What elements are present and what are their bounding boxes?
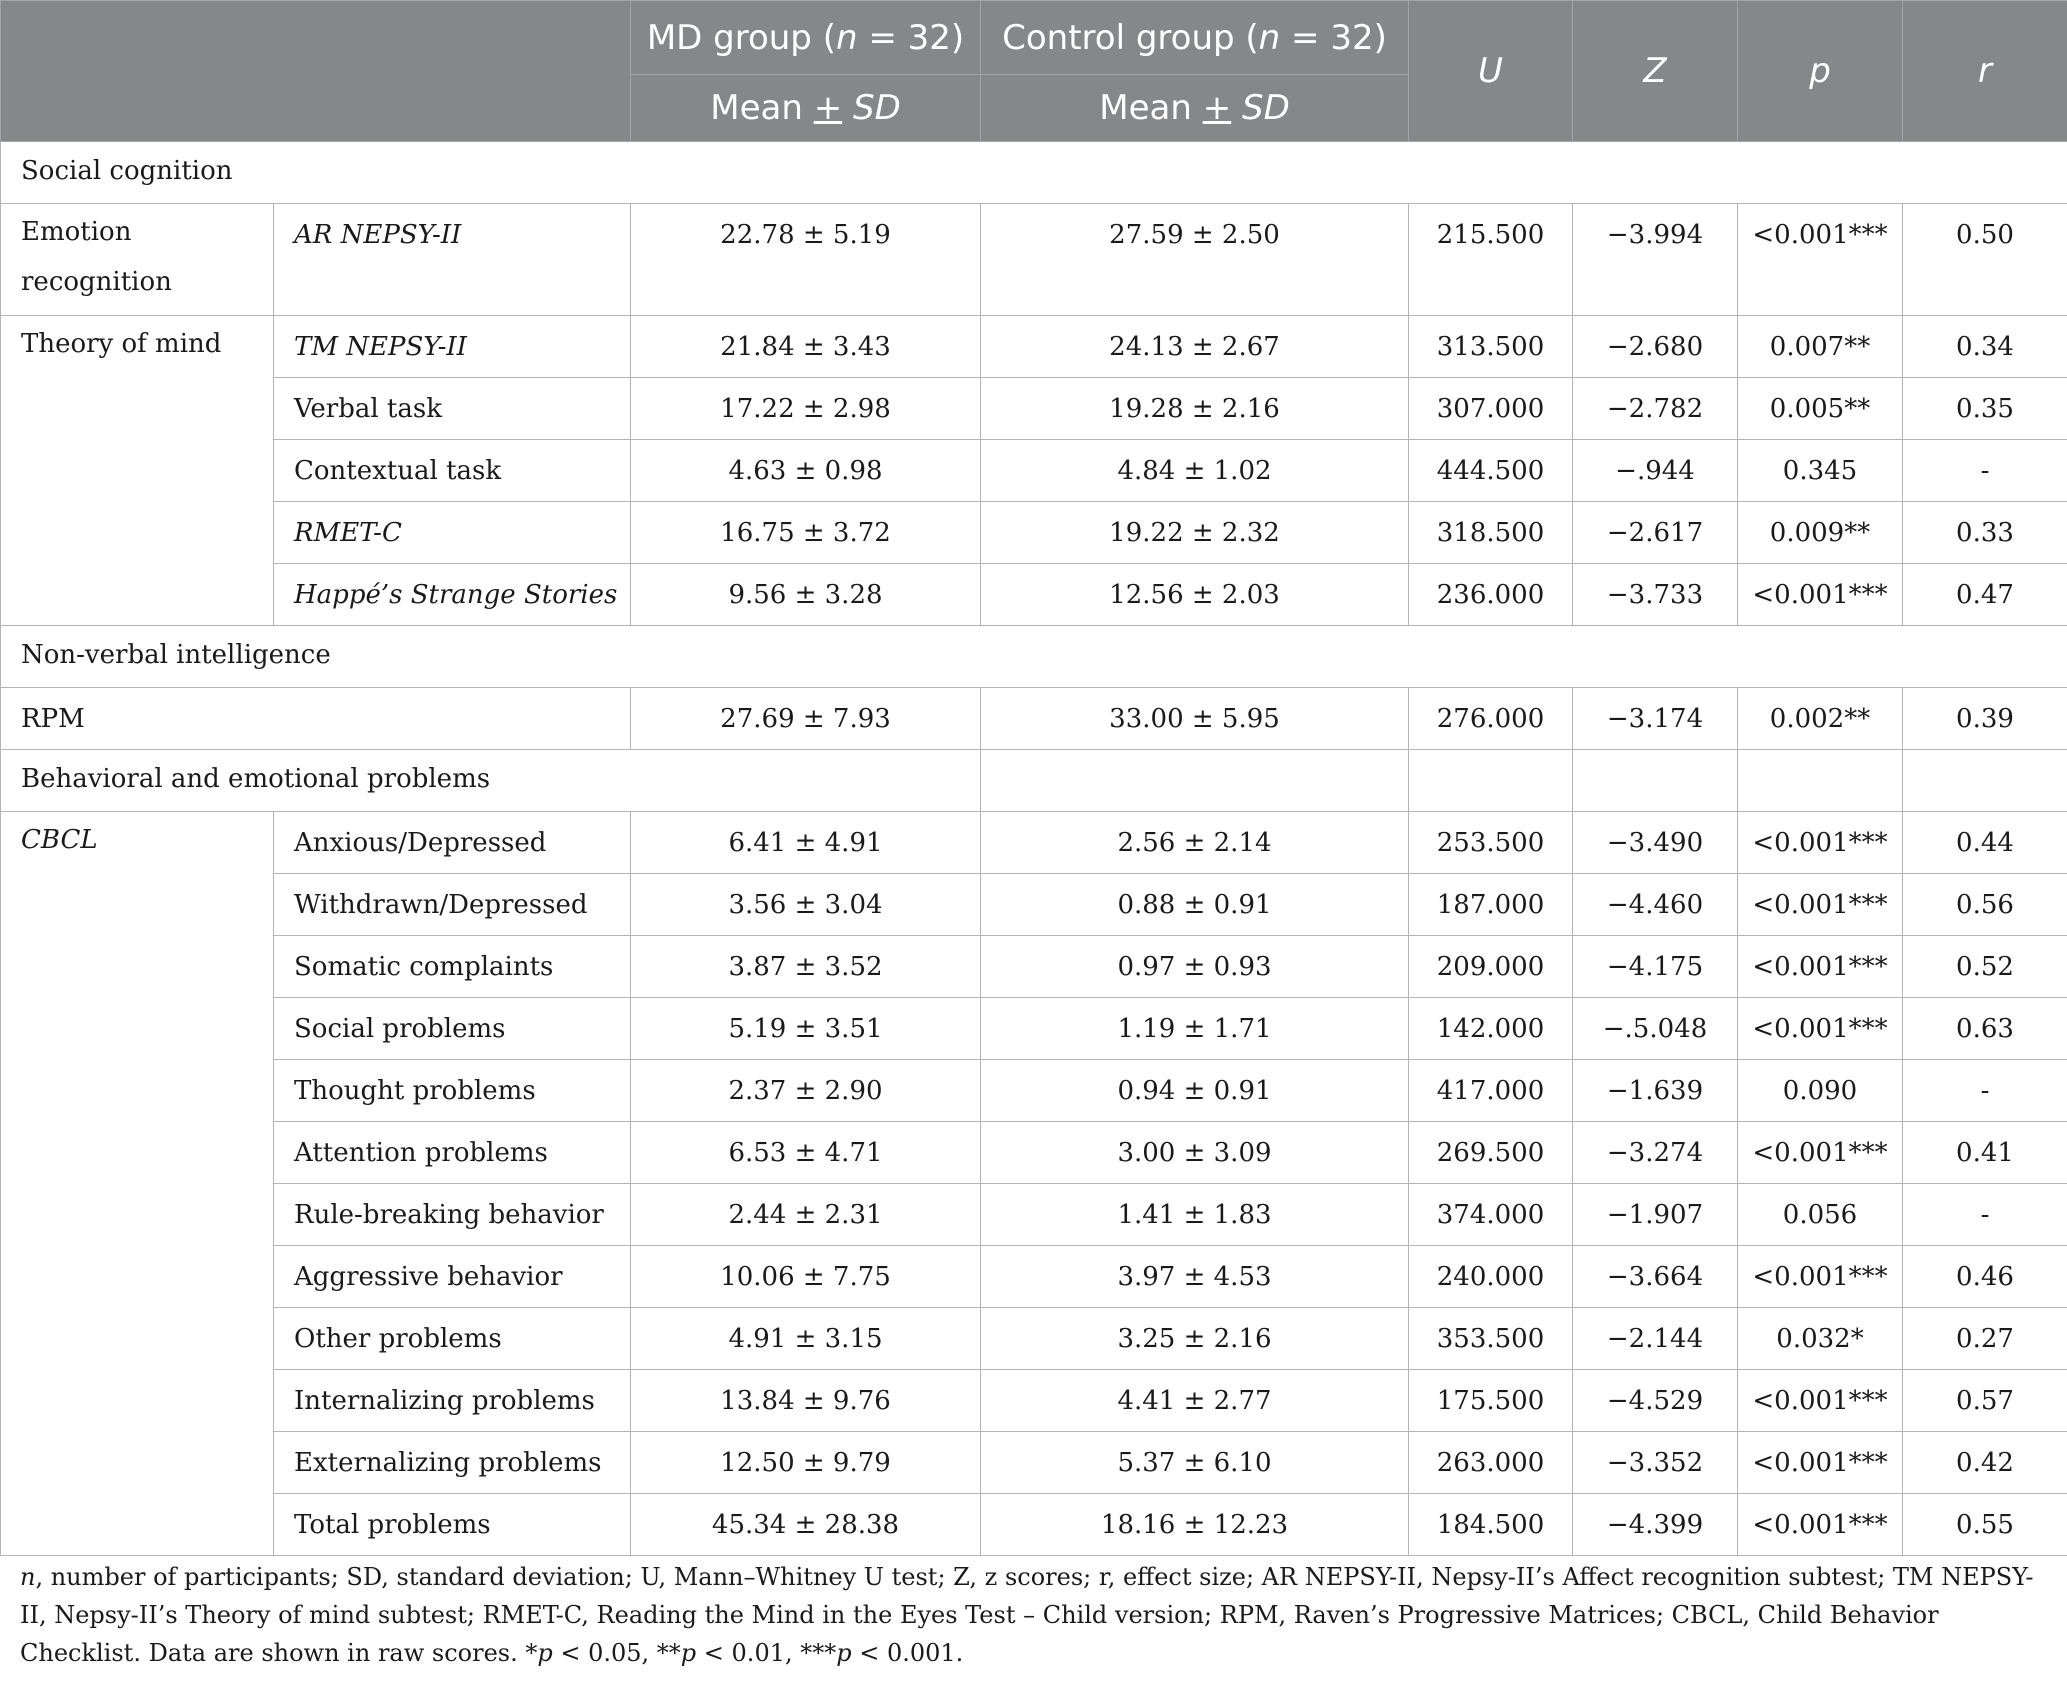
cell-r: - bbox=[1903, 1184, 2067, 1246]
cell-control: 18.16 ± 12.23 bbox=[981, 1494, 1409, 1556]
cell-r: 0.63 bbox=[1903, 998, 2067, 1060]
cell-p: 0.002** bbox=[1738, 688, 1903, 750]
cell-md: 10.06 ± 7.75 bbox=[631, 1246, 981, 1308]
cell-r: 0.44 bbox=[1903, 812, 2067, 874]
row-name: Internalizing problems bbox=[274, 1370, 631, 1432]
cell-control: 0.88 ± 0.91 bbox=[981, 874, 1409, 936]
cell-z: −2.782 bbox=[1573, 378, 1738, 440]
cell-u: 215.500 bbox=[1409, 204, 1573, 316]
cell-u: 353.500 bbox=[1409, 1308, 1573, 1370]
cell-control: 0.97 ± 0.93 bbox=[981, 936, 1409, 998]
cell-control: 4.41 ± 2.77 bbox=[981, 1370, 1409, 1432]
cell-z: −.5.048 bbox=[1573, 998, 1738, 1060]
cell-u: 269.500 bbox=[1409, 1122, 1573, 1184]
cell-md: 9.56 ± 3.28 bbox=[631, 564, 981, 626]
cell-md: 27.69 ± 7.93 bbox=[631, 688, 981, 750]
cell-control: 1.19 ± 1.71 bbox=[981, 998, 1409, 1060]
cell-p: 0.056 bbox=[1738, 1184, 1903, 1246]
cell-p: <0.001*** bbox=[1738, 936, 1903, 998]
table-row bbox=[1, 998, 2067, 1060]
cell-u: 307.000 bbox=[1409, 378, 1573, 440]
cell-r: 0.42 bbox=[1903, 1432, 2067, 1494]
cell-z: −1.639 bbox=[1573, 1060, 1738, 1122]
cell-z: −4.460 bbox=[1573, 874, 1738, 936]
cell-z: −4.399 bbox=[1573, 1494, 1738, 1556]
cell-md: 12.50 ± 9.79 bbox=[631, 1432, 981, 1494]
table-row bbox=[1, 1122, 2067, 1184]
row-name: Total problems bbox=[274, 1494, 631, 1556]
row-name: RMET-C bbox=[274, 502, 631, 564]
cell-r: 0.50 bbox=[1903, 204, 2067, 316]
table-row-rpm bbox=[1, 688, 2067, 750]
header-z: Z bbox=[1573, 1, 1738, 142]
cell-u: 184.500 bbox=[1409, 1494, 1573, 1556]
cell-r: 0.55 bbox=[1903, 1494, 2067, 1556]
row-name: Aggressive behavior bbox=[274, 1246, 631, 1308]
section-behavioral-emotional: Behavioral and emotional problems bbox=[1, 750, 981, 812]
row-name: AR NEPSY-II bbox=[274, 204, 631, 316]
cbcl-rows bbox=[1, 812, 2067, 1556]
cell-z: −3.490 bbox=[1573, 812, 1738, 874]
table-row-ar bbox=[1, 204, 2067, 316]
table-row-happe bbox=[1, 564, 2067, 626]
section-social-cognition: Social cognition bbox=[1, 142, 2067, 204]
cell-p: 0.090 bbox=[1738, 1060, 1903, 1122]
table-row bbox=[1, 1184, 2067, 1246]
cell-r: 0.52 bbox=[1903, 936, 2067, 998]
cell-p: 0.007** bbox=[1738, 316, 1903, 378]
table-row bbox=[1, 1246, 2067, 1308]
cell-control: 2.56 ± 2.14 bbox=[981, 812, 1409, 874]
cell-md: 5.19 ± 3.51 bbox=[631, 998, 981, 1060]
cell-control: 1.41 ± 1.83 bbox=[981, 1184, 1409, 1246]
cell-z: −3.994 bbox=[1573, 204, 1738, 316]
header-r: r bbox=[1903, 1, 2067, 142]
label-cbcl: CBCL bbox=[1, 812, 274, 1556]
label-rpm: RPM bbox=[1, 688, 631, 750]
table-row bbox=[1, 1308, 2067, 1370]
cell-r: 0.46 bbox=[1903, 1246, 2067, 1308]
empty-cell bbox=[981, 750, 1409, 812]
table-row bbox=[1, 874, 2067, 936]
cell-z: −1.907 bbox=[1573, 1184, 1738, 1246]
row-name: Rule-breaking behavior bbox=[274, 1184, 631, 1246]
cell-z: −2.144 bbox=[1573, 1308, 1738, 1370]
cell-u: 313.500 bbox=[1409, 316, 1573, 378]
cell-control: 27.59 ± 2.50 bbox=[981, 204, 1409, 316]
empty-cell bbox=[1573, 750, 1738, 812]
row-name: Happé’s Strange Stories bbox=[274, 564, 631, 626]
cell-r: 0.27 bbox=[1903, 1308, 2067, 1370]
cell-z: −3.352 bbox=[1573, 1432, 1738, 1494]
cell-md: 6.53 ± 4.71 bbox=[631, 1122, 981, 1184]
cell-md: 17.22 ± 2.98 bbox=[631, 378, 981, 440]
cell-control: 24.13 ± 2.67 bbox=[981, 316, 1409, 378]
cell-u: 187.000 bbox=[1409, 874, 1573, 936]
table-row-contextual bbox=[1, 440, 2067, 502]
cell-u: 374.000 bbox=[1409, 1184, 1573, 1246]
cell-control: 3.00 ± 3.09 bbox=[981, 1122, 1409, 1184]
table-row bbox=[1, 936, 2067, 998]
table-row bbox=[1, 1370, 2067, 1432]
cell-p: <0.001*** bbox=[1738, 1494, 1903, 1556]
cell-md: 4.91 ± 3.15 bbox=[631, 1308, 981, 1370]
cell-md: 3.87 ± 3.52 bbox=[631, 936, 981, 998]
cell-u: 444.500 bbox=[1409, 440, 1573, 502]
cell-r: 0.57 bbox=[1903, 1370, 2067, 1432]
cell-control: 19.28 ± 2.16 bbox=[981, 378, 1409, 440]
row-name: Verbal task bbox=[274, 378, 631, 440]
cell-p: <0.001*** bbox=[1738, 1432, 1903, 1494]
cell-p: <0.001*** bbox=[1738, 874, 1903, 936]
cell-p: <0.001*** bbox=[1738, 1246, 1903, 1308]
empty-cell bbox=[1738, 750, 1903, 812]
cell-control: 12.56 ± 2.03 bbox=[981, 564, 1409, 626]
table-footnote: n, number of participants; SD, standard deviation; U, Mann–Whitney U test; Z, z scores; r, effect size; AR NEPSY-II, Nepsy-II’s Affect recognition subtest; TM NEPSY-II, Nepsy-II’s Theory of mind subtest; RMET-C, Reading the Mind in the Eyes Test – Child version; RPM, Raven’s Progressive Matrices; CBCL, Child Behavior Checklist. Data are shown in raw scores. *p < 0.05, **p < 0.01, ***p < 0.001. bbox=[20, 1563, 2034, 1667]
cell-r: 0.47 bbox=[1903, 564, 2067, 626]
cell-z: −4.175 bbox=[1573, 936, 1738, 998]
cell-p: 0.009** bbox=[1738, 502, 1903, 564]
row-name: TM NEPSY-II bbox=[274, 316, 631, 378]
cell-p: <0.001*** bbox=[1738, 564, 1903, 626]
cell-u: 240.000 bbox=[1409, 1246, 1573, 1308]
cell-z: −3.274 bbox=[1573, 1122, 1738, 1184]
cell-z: −2.617 bbox=[1573, 502, 1738, 564]
empty-cell bbox=[1903, 750, 2067, 812]
cell-control: 4.84 ± 1.02 bbox=[981, 440, 1409, 502]
cell-z: −.944 bbox=[1573, 440, 1738, 502]
cell-p: <0.001*** bbox=[1738, 812, 1903, 874]
header-u: U bbox=[1409, 1, 1573, 142]
cell-md: 3.56 ± 3.04 bbox=[631, 874, 981, 936]
cell-z: −4.529 bbox=[1573, 1370, 1738, 1432]
cell-md: 13.84 ± 9.76 bbox=[631, 1370, 981, 1432]
cell-control: 0.94 ± 0.91 bbox=[981, 1060, 1409, 1122]
table-row-tm bbox=[1, 316, 2067, 378]
cell-u: 236.000 bbox=[1409, 564, 1573, 626]
table-row-verbal bbox=[1, 378, 2067, 440]
row-name: Contextual task bbox=[274, 440, 631, 502]
table-row bbox=[1, 1432, 2067, 1494]
cell-md: 22.78 ± 5.19 bbox=[631, 204, 981, 316]
section-row-social bbox=[1, 142, 2067, 204]
cell-r: - bbox=[1903, 1060, 2067, 1122]
cell-control: 3.25 ± 2.16 bbox=[981, 1308, 1409, 1370]
cell-md: 2.44 ± 2.31 bbox=[631, 1184, 981, 1246]
cell-z: −3.174 bbox=[1573, 688, 1738, 750]
cell-r: - bbox=[1903, 440, 2067, 502]
header-control-mean-sd: Mean + SD bbox=[981, 75, 1409, 142]
cell-z: −3.664 bbox=[1573, 1246, 1738, 1308]
cell-p: <0.001*** bbox=[1738, 1370, 1903, 1432]
table-row-rmet bbox=[1, 502, 2067, 564]
row-name: Social problems bbox=[274, 998, 631, 1060]
cell-md: 45.34 ± 28.38 bbox=[631, 1494, 981, 1556]
header-p: p bbox=[1738, 1, 1903, 142]
cell-p: 0.032* bbox=[1738, 1308, 1903, 1370]
table-row bbox=[1, 812, 2067, 874]
cell-r: 0.56 bbox=[1903, 874, 2067, 936]
cell-control: 5.37 ± 6.10 bbox=[981, 1432, 1409, 1494]
cell-md: 6.41 ± 4.91 bbox=[631, 812, 981, 874]
cell-p: <0.001*** bbox=[1738, 204, 1903, 316]
row-name: Withdrawn/Depressed bbox=[274, 874, 631, 936]
cell-u: 142.000 bbox=[1409, 998, 1573, 1060]
section-row-nonverbal bbox=[1, 626, 2067, 688]
cell-control: 19.22 ± 2.32 bbox=[981, 502, 1409, 564]
row-name: Other problems bbox=[274, 1308, 631, 1370]
cell-z: −2.680 bbox=[1573, 316, 1738, 378]
cell-md: 2.37 ± 2.90 bbox=[631, 1060, 981, 1122]
cell-r: 0.34 bbox=[1903, 316, 2067, 378]
table-row bbox=[1, 1060, 2067, 1122]
cell-u: 276.000 bbox=[1409, 688, 1573, 750]
cell-u: 253.500 bbox=[1409, 812, 1573, 874]
cell-r: 0.33 bbox=[1903, 502, 2067, 564]
cell-u: 209.000 bbox=[1409, 936, 1573, 998]
label-emotion-recognition: Emotion recognition bbox=[1, 204, 274, 316]
cell-control: 33.00 ± 5.95 bbox=[981, 688, 1409, 750]
header-md-group: MD group (n = 32) bbox=[631, 1, 981, 75]
section-row-behavioral bbox=[1, 750, 2067, 812]
section-nonverbal-intelligence: Non-verbal intelligence bbox=[1, 626, 2067, 688]
row-name: Attention problems bbox=[274, 1122, 631, 1184]
cell-p: <0.001*** bbox=[1738, 1122, 1903, 1184]
empty-cell bbox=[1409, 750, 1573, 812]
row-name: Somatic complaints bbox=[274, 936, 631, 998]
cell-u: 318.500 bbox=[1409, 502, 1573, 564]
cell-u: 175.500 bbox=[1409, 1370, 1573, 1432]
table-row bbox=[1, 1494, 2067, 1556]
cell-r: 0.35 bbox=[1903, 378, 2067, 440]
cell-md: 21.84 ± 3.43 bbox=[631, 316, 981, 378]
cell-r: 0.41 bbox=[1903, 1122, 2067, 1184]
label-theory-of-mind: Theory of mind bbox=[1, 316, 274, 626]
cell-p: 0.345 bbox=[1738, 440, 1903, 502]
cell-u: 417.000 bbox=[1409, 1060, 1573, 1122]
cell-control: 3.97 ± 4.53 bbox=[981, 1246, 1409, 1308]
header-blank-cell bbox=[1, 1, 631, 142]
cell-u: 263.000 bbox=[1409, 1432, 1573, 1494]
cell-z: −3.733 bbox=[1573, 564, 1738, 626]
row-name: Anxious/Depressed bbox=[274, 812, 631, 874]
cell-md: 16.75 ± 3.72 bbox=[631, 502, 981, 564]
header-control-group: Control group (n = 32) bbox=[981, 1, 1409, 75]
row-name: Externalizing problems bbox=[274, 1432, 631, 1494]
header-md-mean-sd: Mean + SD bbox=[631, 75, 981, 142]
cell-md: 4.63 ± 0.98 bbox=[631, 440, 981, 502]
cell-r: 0.39 bbox=[1903, 688, 2067, 750]
row-name: Thought problems bbox=[274, 1060, 631, 1122]
cell-p: <0.001*** bbox=[1738, 998, 1903, 1060]
cell-p: 0.005** bbox=[1738, 378, 1903, 440]
